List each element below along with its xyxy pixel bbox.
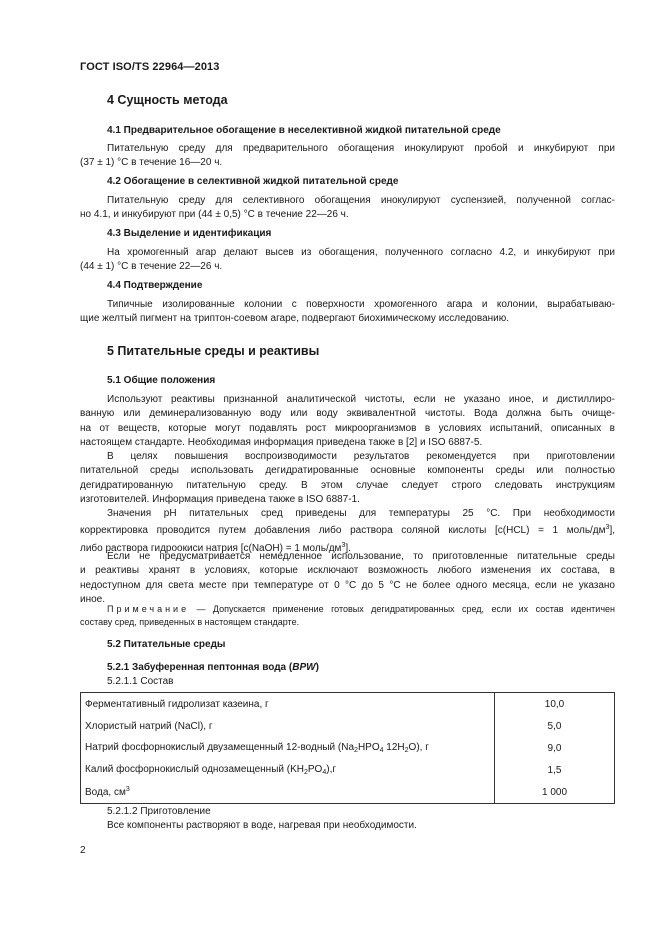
component-name	[81, 737, 495, 759]
component-value: 9,0	[495, 737, 615, 759]
component-name: Хлористый натрий (NaCl), г	[81, 715, 495, 737]
text-fragment: PO	[307, 764, 323, 775]
table-row	[81, 759, 615, 781]
text-fragment: ),г	[326, 764, 337, 775]
text-line: (37 ± 1) °С в течение 16—20 ч.	[80, 157, 223, 169]
table-row	[81, 693, 615, 716]
section-5-2-1-1-title: 5.2.1.1 Состав	[107, 676, 174, 687]
text-line: В целях повышения воспроизводимости результатов рекомендуется при приготовлении	[107, 451, 615, 462]
page-number: 2	[80, 845, 86, 856]
text-line: Используют реактивы признанной аналитической чистоты, если не указано иное, и дистиллиро-	[107, 394, 615, 405]
abbreviation: BPW	[292, 662, 316, 673]
text-line: недоступном для света месте при температуре от 0 °С до 5 °С не более одного месяца, если не указано	[80, 579, 615, 591]
section-5-2-1-title	[107, 662, 319, 673]
section-5-1-title: 5.1 Общие положения	[107, 375, 216, 386]
paragraph-storage	[80, 550, 615, 608]
section-4-title: 4 Сущность метода	[107, 93, 228, 107]
preparation-text: Все компоненты растворяют в воде, нагревая при необходимости.	[107, 820, 417, 831]
text-fragment: O), г	[408, 742, 429, 753]
table-row	[81, 737, 615, 759]
text-fragment: )	[315, 662, 319, 673]
superscript: 3	[605, 524, 610, 532]
note-label: Примечание	[107, 604, 190, 614]
composition-table	[80, 692, 615, 804]
text-line: щие желтый пигмент на триптон-соевом агаре, подвергают биохимическому исследованию.	[80, 313, 510, 325]
section-5-2-title: 5.2 Питательные среды	[107, 639, 226, 650]
text-line: иное.	[80, 594, 106, 606]
subscript: 2	[404, 747, 409, 754]
text-line: На хромогенный агар делают высев из обогащения, полученного согласно 4.2, и инкубируют при	[107, 247, 615, 258]
text-fragment: 12H	[383, 742, 405, 753]
table-row	[81, 715, 615, 737]
text-fragment: Калий фосфорнокислый однозамещенный (KH	[85, 764, 304, 775]
text-line: Питательную среду для селективного обогащения инокулируют суспензией, полученной соглас-	[107, 195, 615, 206]
subscript: 4	[322, 769, 327, 776]
text-line: настоящем стандарте. Необходимая информация приведена также в [2] и ISO 6887-5.	[80, 437, 483, 449]
text-line: дегидратированную питательную среду. В этом случае следует строго следовать инструкциям	[80, 479, 615, 491]
text-fragment: Натрий фосфорнокислый двузамещенный 12-водный (Na	[85, 742, 355, 753]
text-fragment: — Допускается применение готовых дегидратированных сред, если их состав идентичен	[189, 604, 615, 614]
component-value: 1,5	[495, 759, 615, 781]
section-4-4-text	[80, 298, 615, 327]
text-line: и реактивы хранят в условиях, которые исключают возможность любого изменения их состава, в	[80, 565, 615, 577]
text-fragment: корректировка проводится путем добавления либо раствора соляной кислоты [c(HCL) = 1 моль/дм	[80, 525, 606, 537]
component-name	[81, 781, 495, 804]
superscript: 3	[341, 541, 346, 549]
text-line: ванную или деминерализованную воду или воду эквивалентной чистоты. Вода должна быть очище-	[80, 408, 615, 420]
section-5-2-1-2-title: 5.2.1.2 Приготовление	[107, 806, 211, 817]
text-fragment: ].	[345, 542, 351, 554]
paragraph-reproducibility	[80, 450, 615, 508]
text-fragment: HPO	[357, 742, 380, 753]
text-line: составу сред, приведенных в настоящем стандарте.	[80, 617, 300, 627]
note	[80, 603, 615, 629]
document-header: ГОСТ ISO/TS 22964—2013	[80, 61, 220, 73]
text-line: Типичные изолированные колонии с поверхности хромогенного агара и колонии, вырабатываю-	[107, 299, 615, 310]
paragraph-ph	[80, 507, 615, 556]
text-fragment: Вода, см	[85, 787, 126, 798]
text-line: изготовителей. Информация приведена также в ISO 6887-1.	[80, 494, 360, 506]
text-line: (44 ± 1) °С в течение 22—26 ч.	[80, 261, 223, 273]
section-4-3-text	[80, 246, 615, 275]
section-4-3-title: 4.3 Выделение и идентификация	[107, 228, 272, 239]
component-value: 10,0	[495, 693, 615, 716]
section-4-1-text	[80, 142, 615, 171]
subscript: 2	[354, 747, 358, 754]
component-name: Ферментативный гидролизат казеина, г	[81, 693, 495, 716]
table-row	[81, 781, 615, 804]
text-fragment: 5.2.1 Забуференная пептонная вода (	[107, 662, 293, 673]
paragraph-reagents	[80, 393, 615, 451]
text-line: Питательную среду для предварительного обогащения инокулируют пробой и инкубируют при	[107, 143, 615, 154]
subscript: 2	[303, 769, 308, 776]
text-line	[80, 603, 615, 616]
section-4-2-text	[80, 194, 615, 223]
text-line: питательной среды использовать дегидратированные основные компоненты среды или полностью	[80, 465, 615, 477]
text-fragment: либо раствора гидроокиси натрия [c(NaOH) = 1 моль/дм	[80, 542, 342, 554]
text-line	[80, 521, 615, 538]
text-fragment: ],	[609, 525, 615, 537]
component-name	[81, 759, 495, 781]
superscript: 3	[125, 786, 130, 793]
section-4-1-title: 4.1 Предварительное обогащение в неселективной жидкой питательной среде	[107, 125, 501, 136]
section-4-2-title: 4.2 Обогащение в селективной жидкой питательной среде	[107, 176, 399, 187]
text-line: но 4.1, и инкубируют при (44 ± 0,5) °С в течение 22—26 ч.	[80, 209, 349, 221]
component-value: 1 000	[495, 781, 615, 804]
text-line: на от веществ, которые могут подавлять рост микроорганизмов в условиях испытаний, описанных в	[80, 422, 615, 434]
section-5-title: 5 Питательные среды и реактивы	[107, 344, 320, 358]
text-line: Значения pH питательных сред приведены для температуры 25 °С. При необходимости	[107, 508, 615, 519]
component-value: 5,0	[495, 715, 615, 737]
text-line: Если не предусматривается немедленное использование, то приготовленные питательные среды	[107, 551, 615, 562]
subscript: 4	[379, 747, 384, 754]
section-4-4-title: 4.4 Подтверждение	[107, 280, 203, 291]
